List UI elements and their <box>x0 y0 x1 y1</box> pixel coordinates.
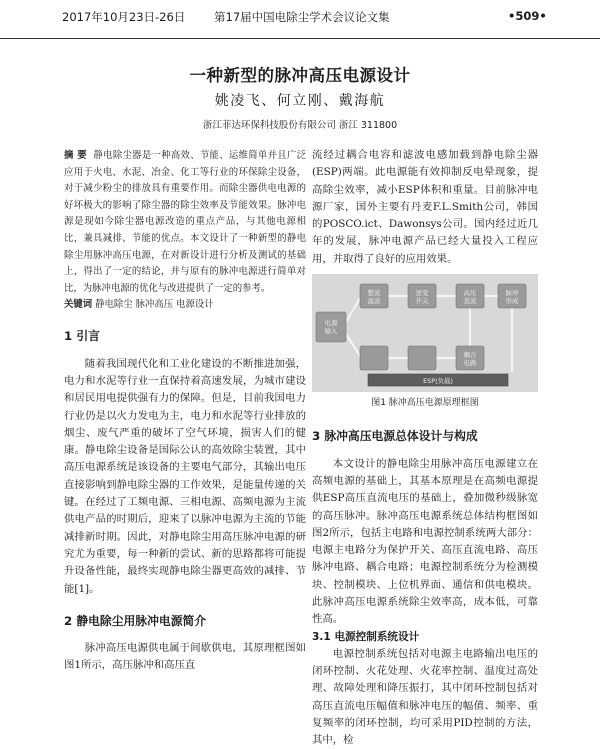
label-pulse: 脉冲形成 <box>505 289 519 306</box>
label-rectifier: 整流滤波 <box>367 289 381 306</box>
block-lower-2 <box>408 346 436 370</box>
section-2-paragraph: 脉冲高压电源供电属于间歇供电，其原理框图如图1所示，高压脉冲和高压直 <box>64 642 306 672</box>
right-column <box>312 147 538 749</box>
figure-1-diagram <box>312 274 538 392</box>
label-couple: 耦合电路 <box>463 351 477 368</box>
abstract <box>64 148 306 297</box>
subsection-3-1-paragraph: 电源控制系统包括对电源主电路输出电压的闭环控制、火花处理、火花率控制、温度过高处理、故障处理和降压振打，其中闭环控制包括对高压直流电压幅值和脉冲电压的幅值、频率、重复频率的闭环控制，均可采用PID控制的方法，其中，检 <box>312 647 538 747</box>
keywords-label: 关键词 <box>64 299 93 311</box>
keywords-text: 静电除尘 脉冲高压 电源设计 <box>95 299 214 311</box>
label-hvdc: 高压直流 <box>463 289 477 306</box>
paper-title: 一种新型的脉冲高压电源设计 <box>189 66 411 85</box>
block-lower-1 <box>360 346 388 370</box>
abstract-label: 摘 要 <box>64 150 87 161</box>
section-1-paragraph: 随着我国现代化和工业化建设的不断推进加强，电力和水泥等行业一直保持着高速发展，为城市建设和居民用电提供强有力的保障。但是，目前我国电力行业仍是以火力发电为主，电力和水泥等行业排放的烟尘、废气严重的破坏了空气环境，损害人们的健康。静电除尘设备是国际公认的高效除尘装置，其中高压电源系统是该设备的主要电气部分，其输出电压直接影响到静电除尘器的工作效果，是能量传递的关键。在经过了工频电源、三相电源、高频电源为主流供电产品的时期后，迎来了以脉冲电源为主流的节能减排新时期。因此，对静电除尘用高压脉冲电源的研究尤为重要，每一种新的尝试、新的思路都将可能提升设备性能，最终实现静电除尘器更高效的减排、节能[1]。 <box>64 357 306 595</box>
keywords <box>64 297 306 313</box>
subsection-3-1-heading: 3.1 电源控制系统设计 <box>312 630 420 643</box>
left-column <box>64 148 306 675</box>
abstract-text: 静电除尘器是一种高效、节能、运维简单并且广泛应用于火电、水泥、冶金、化工等行业的环保除尘设备，对于减少粉尘的排放具有重要作用。而除尘器供电电源的好坏极大的影响了除尘器的除尘效率及节能效果。脉冲电源是现如今除尘器电源改造的重点产品，与其他电源相比，兼具减排、节能的优点。本文设计了一种新型的静电除尘用脉冲高压电源，在对新设计进行分析及测试的基础上，得出了一定的结论，并与原有的脉冲电源进行简单对比，为脉冲电源的优化与改进提供了一定的参考。 <box>64 150 306 294</box>
label-switch: 逆变开关 <box>415 289 429 306</box>
header-conference: 第17届中国电除尘学术会议论文集 <box>214 10 390 24</box>
label-esp: ESP(负载) <box>423 377 453 386</box>
running-header <box>0 0 600 39</box>
section-3-heading: 3 脉冲高压电源总体设计与构成 <box>312 429 478 444</box>
section-3-paragraph: 本文设计的静电除尘用脉冲高压电源建立在高频电源的基础上，其基本原理是在高频电源提供ESP高压直流电压的基础上，叠加微秒级脉宽的高压脉冲。脉冲高压电源系统总体结构框图如图2所示，包括主电路和电源控制系统两大部分：电源主电路分为保护开关、高压直流电路、高压脉冲电路、耦合电路；电源控制系统分为检测模块、控制模块、上位机界面、通信和供电模块。此脉冲高压电源系统除尘效率高，成本低，可靠性高。 <box>312 457 538 626</box>
header-date: 2017年10月23日-26日 <box>62 10 186 24</box>
header-page-number: •509• <box>508 9 547 23</box>
section-2-paragraph-continued: 流经过耦合电容和滤波电感加载到静电除尘器(ESP)两端。此电源能有效抑制反电晕现象，提高除尘效率，减小ESP体积和重量。目前脉冲电源厂家，国外主要有丹麦F.L.Smith公司，韩国的POSCO.ict、Dawonsys公司。国内经过近几年的发展，脉冲电源产品已经大量投入工程应用，并取得了良好的应用效果。 <box>312 149 538 265</box>
paper-affiliation: 浙江菲达环保科技股份有限公司 浙江 311800 <box>202 120 398 131</box>
section-2-heading: 2 静电除尘用脉冲电源简介 <box>64 613 207 628</box>
figure-1-caption: 图1 脉冲高压电源原理框图 <box>371 398 479 409</box>
section-1-heading: 1 引言 <box>64 329 100 344</box>
label-input: 电源输入 <box>324 319 338 336</box>
paper-authors: 姚凌飞、何立刚、戴海航 <box>214 93 386 109</box>
figure-1 <box>312 274 538 392</box>
